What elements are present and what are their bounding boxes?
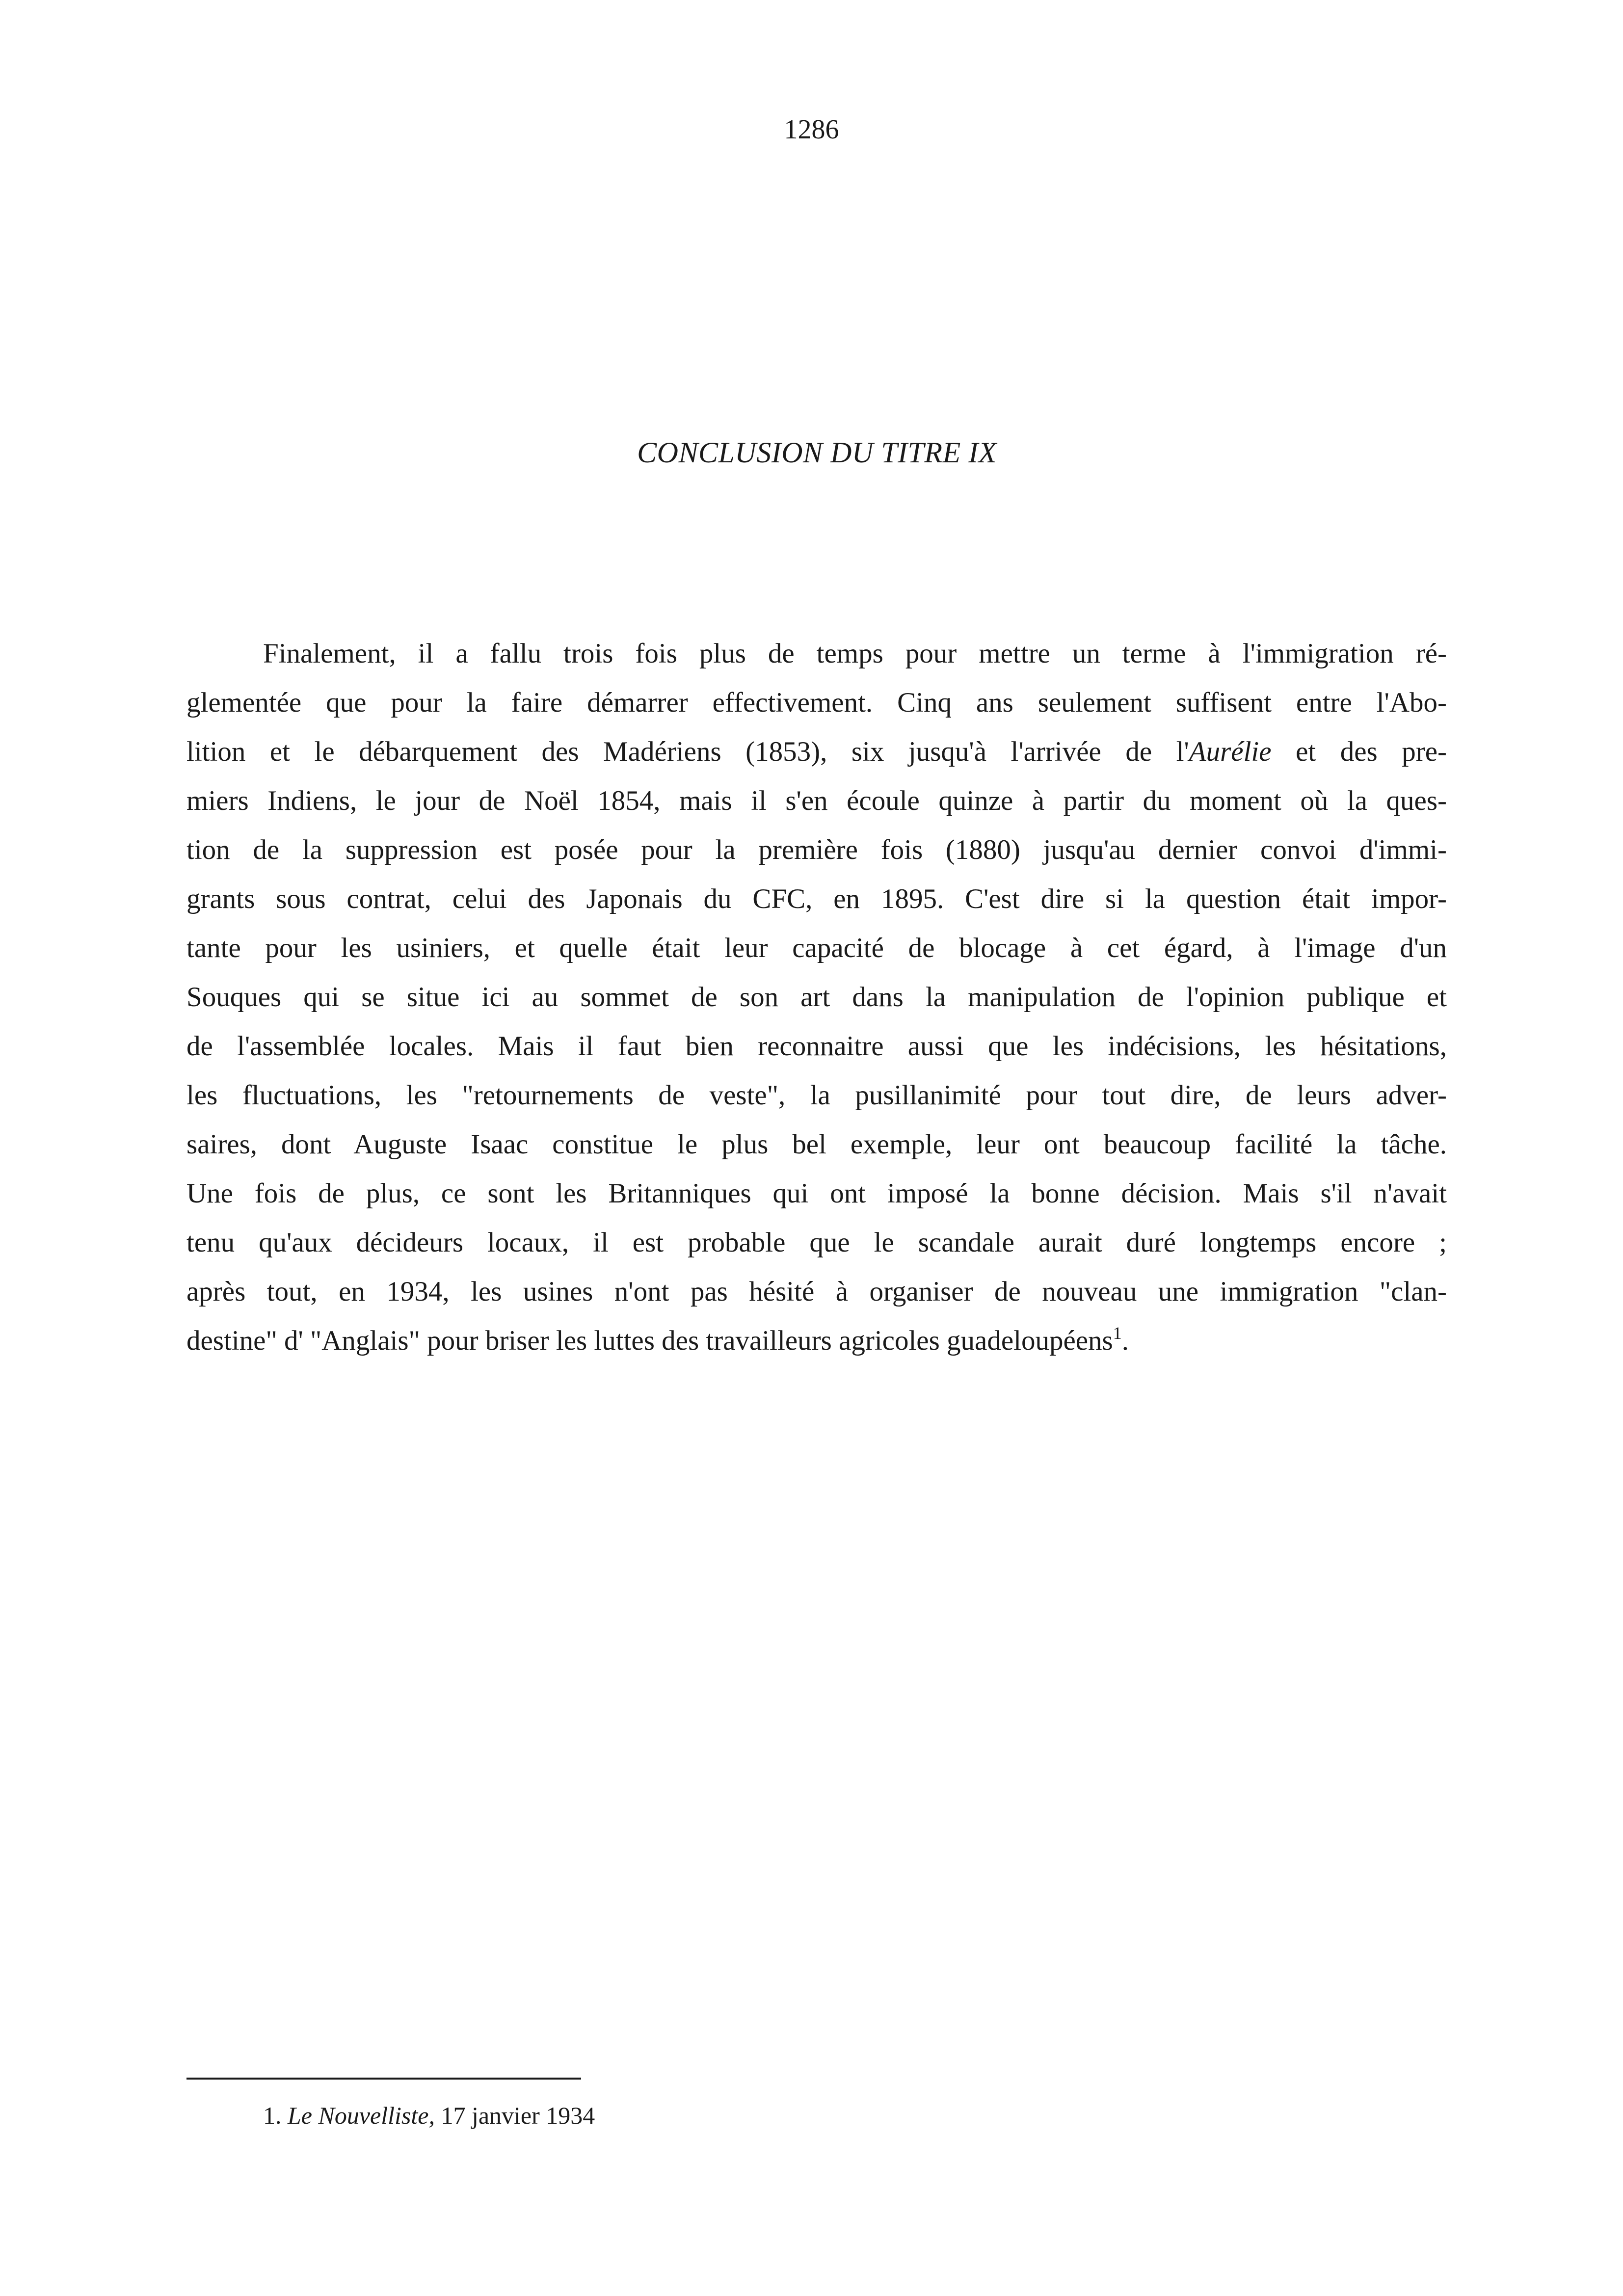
ship-name: Aurélie — [1189, 736, 1272, 767]
paragraph-line: après tout, en 1934, les usines n'ont pas hésité à organiser de nouveau une immigration "clan- — [186, 1276, 1447, 1307]
page-number: 1286 — [784, 114, 839, 145]
paragraph-line: les fluctuations, les "retournements de veste", la pusillanimité pour tout dire, de leurs adver- — [186, 1080, 1447, 1111]
paragraph-line: lition et le débarquement des Madériens (1853), six jusqu'à l'arrivée de l'Aurélie et des pre- — [186, 736, 1447, 767]
paragraph-line: de l'assemblée locales. Mais il faut bien reconnaitre aussi que les indécisions, les hésitations, — [186, 1031, 1447, 1062]
footnote-number: 1. — [263, 2102, 282, 2129]
paragraph-line: Finalement, il a fallu trois fois plus de temps pour mettre un terme à l'immigration ré- — [263, 638, 1447, 669]
footnote-separator — [186, 2078, 581, 2080]
paragraph-line: saires, dont Auguste Isaac constitue le plus bel exemple, leur ont beaucoup facilité la tâche. — [186, 1129, 1447, 1160]
paragraph-line: destine" d' "Anglais" pour briser les luttes des travailleurs agricoles guadeloupéens$^1$. — [186, 1323, 1129, 1356]
paragraph-line: miers Indiens, le jour de Noël 1854, mais il s'en écoule quinze à partir du moment où la ques- — [186, 785, 1447, 816]
paragraph-line: tenu qu'aux décideurs locaux, il est probable que le scandale aurait duré longtemps encore ; — [186, 1227, 1447, 1258]
section-title: CONCLUSION DU TITRE IX — [637, 436, 997, 469]
paragraph-line: glementée que pour la faire démarrer effectivement. Cinq ans seulement suffisent entre l'Abo- — [186, 687, 1447, 718]
body-paragraph — [186, 629, 1447, 1365]
footnote-source: Le Nouvelliste, — [288, 2102, 435, 2129]
footnote — [263, 2101, 595, 2130]
paragraph-line: grants sous contrat, celui des Japonais du CFC, en 1895. C'est dire si la question était impor- — [186, 883, 1447, 914]
paragraph-line: tion de la suppression est posée pour la première fois (1880) jusqu'au dernier convoi d'immi- — [186, 834, 1447, 865]
footnote-date: 17 janvier 1934 — [441, 2102, 595, 2129]
footnote-reference[interactable]: 1 — [1113, 1323, 1122, 1343]
paragraph-line: Souques qui se situe ici au sommet de son art dans la manipulation de l'opinion publique et — [186, 982, 1447, 1013]
paragraph-line: tante pour les usiniers, et quelle était leur capacité de blocage à cet égard, à l'image d'un — [186, 933, 1447, 963]
paragraph-line: Une fois de plus, ce sont les Britanniques qui ont imposé la bonne décision. Mais s'il n'avait — [186, 1178, 1447, 1209]
